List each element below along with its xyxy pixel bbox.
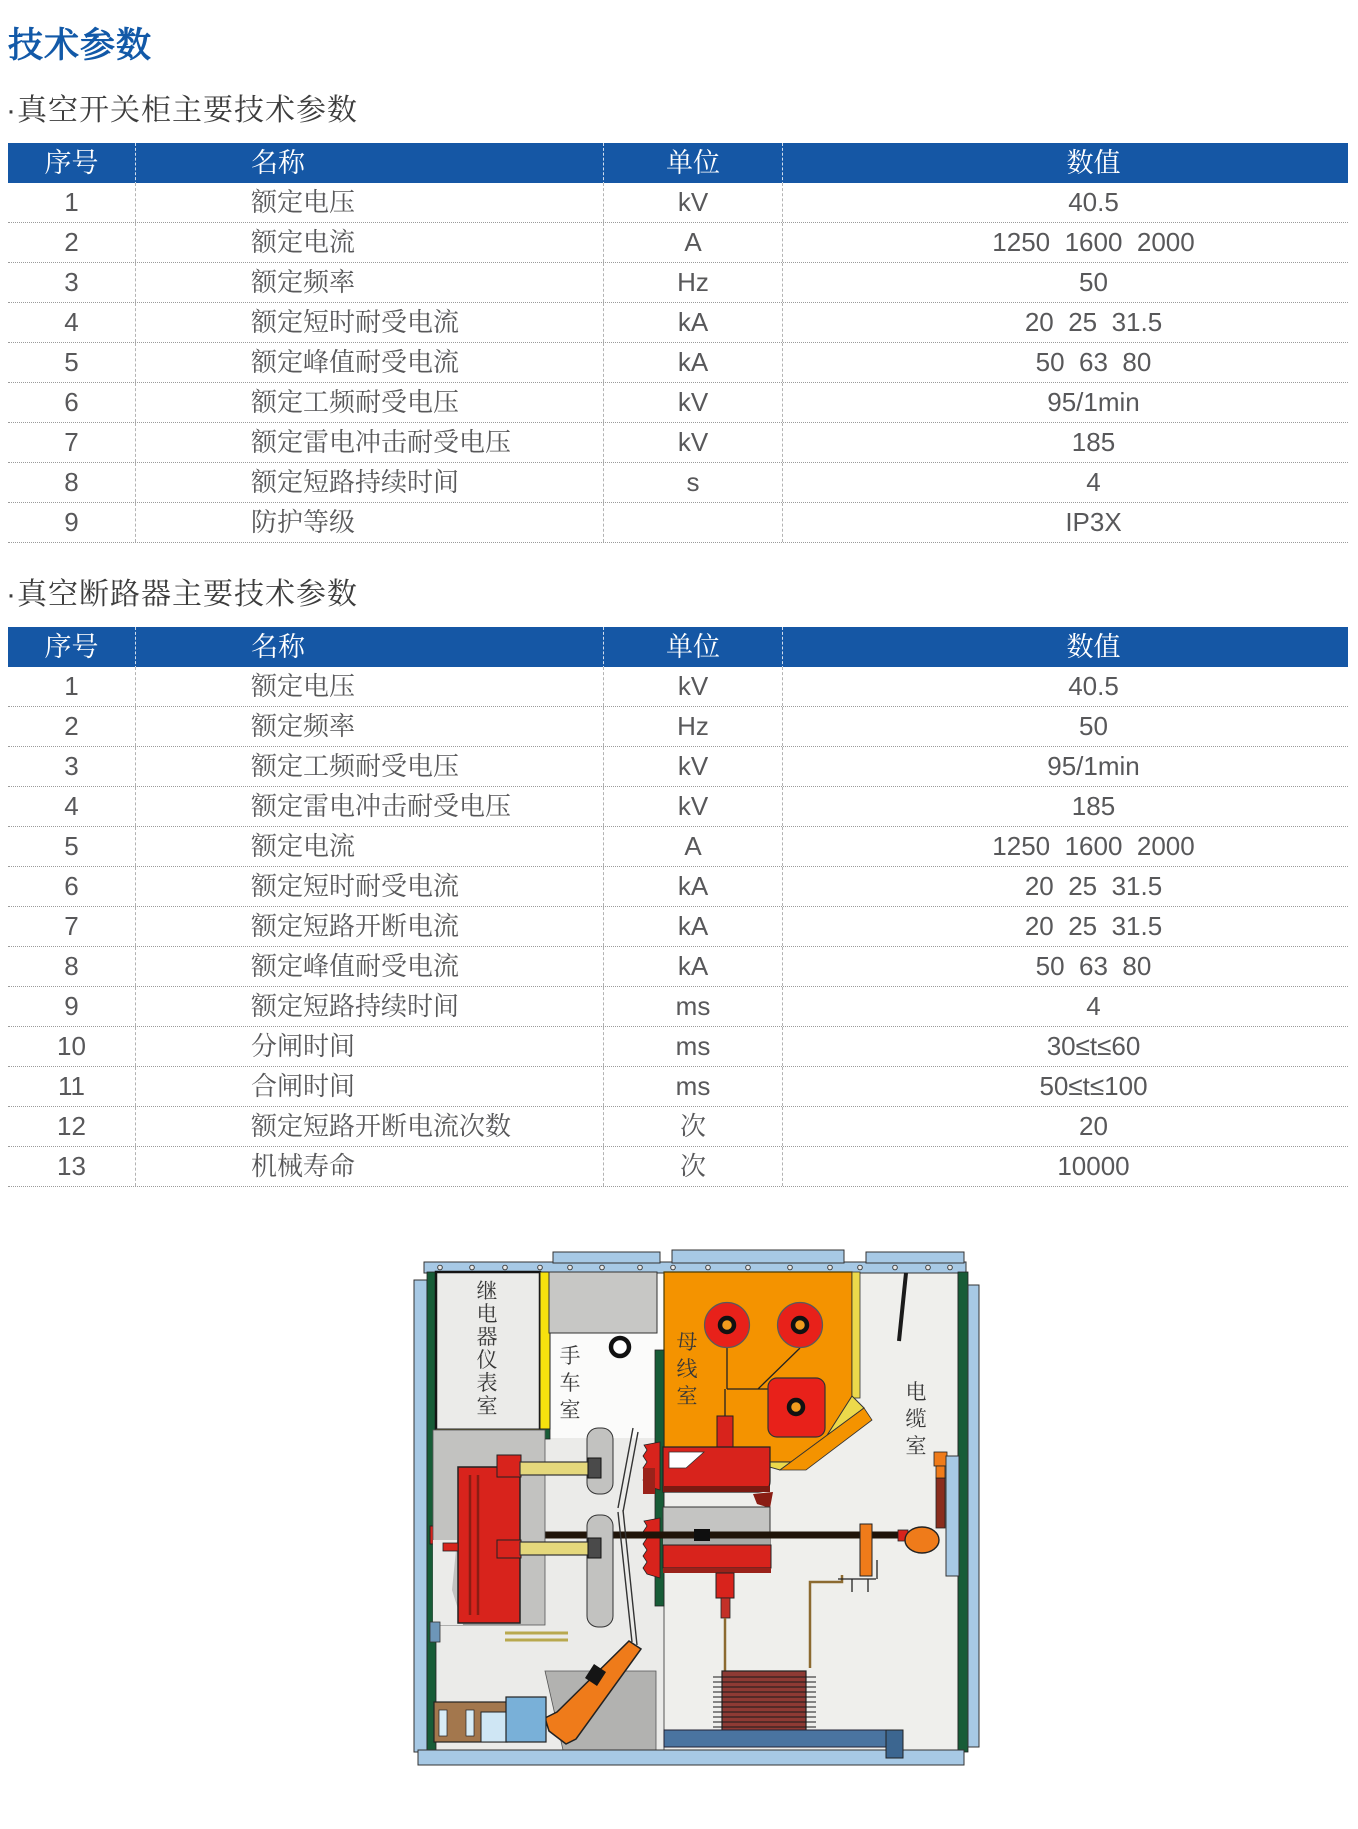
name-cell: 额定雷电冲击耐受电压 <box>135 787 603 826</box>
row-index-cell: 13 <box>57 1151 86 1181</box>
right-side-panel <box>968 1285 979 1747</box>
row-index-cell: 4 <box>64 791 79 821</box>
unit-cell: s <box>603 463 782 502</box>
row-index-cell: 6 <box>64 387 79 417</box>
table-header-row <box>8 143 1348 183</box>
name-cell: 额定雷电冲击耐受电压 <box>135 423 603 462</box>
row-index-cell: 7 <box>64 427 79 457</box>
row-index-cell: 2 <box>64 711 79 741</box>
table-row <box>8 1027 1348 1067</box>
section1-subtitle: ·真空开关柜主要技术参数 <box>6 94 358 127</box>
table-row <box>8 423 1348 463</box>
row-index-cell: 7 <box>64 911 79 941</box>
column-header: 序号 <box>8 627 135 669</box>
column-header: 名称 <box>135 627 603 669</box>
row-index-cell: 12 <box>57 1111 86 1141</box>
name-cell: 额定电流 <box>135 223 603 262</box>
handcart-ring <box>611 1338 629 1356</box>
unit-cell: 次 <box>603 1147 782 1186</box>
row-index-cell: 3 <box>64 751 79 781</box>
switchgear-parameters-table <box>8 143 1348 543</box>
table-header-row <box>8 627 1348 667</box>
unit-cell: ms <box>603 1027 782 1066</box>
insulator-rod-bottom <box>520 1542 590 1555</box>
unit-cell: kV <box>603 787 782 826</box>
unit-cell: kV <box>603 423 782 462</box>
row-index-cell: 4 <box>64 307 79 337</box>
column-header: 数值 <box>782 627 1348 669</box>
table-row <box>8 463 1348 503</box>
name-cell: 防护等级 <box>135 503 603 542</box>
name-cell: 机械寿命 <box>135 1147 603 1186</box>
value-cell: 40.5 <box>782 667 1348 706</box>
cable-room-rail-step <box>886 1730 903 1758</box>
column-header: 数值 <box>782 143 1348 185</box>
name-cell: 额定峰值耐受电流 <box>135 947 603 986</box>
breaker-parameters-table <box>8 627 1348 1187</box>
unit-cell: Hz <box>603 707 782 746</box>
row-index-cell: 11 <box>58 1071 85 1101</box>
name-cell: 额定短时耐受电流 <box>135 303 603 342</box>
name-cell: 额定短路开断电流次数 <box>135 1107 603 1146</box>
value-cell: 1250 1600 2000 <box>782 223 1348 262</box>
row-index-cell: 2 <box>64 227 79 257</box>
handcart-top-block <box>549 1272 657 1333</box>
value-cell: 95/1min <box>782 383 1348 422</box>
name-cell: 额定电压 <box>135 667 603 706</box>
column-header: 序号 <box>8 143 135 185</box>
relay-instrument-room-label: 继电器仪表室 <box>476 1280 498 1418</box>
unit-cell <box>603 503 782 542</box>
value-cell: 50≤t≤100 <box>782 1067 1348 1106</box>
unit-cell: kA <box>603 947 782 986</box>
unit-cell: kV <box>603 747 782 786</box>
table-row <box>8 867 1348 907</box>
name-cell: 额定电流 <box>135 827 603 866</box>
unit-cell: kA <box>603 867 782 906</box>
value-cell: 20 25 31.5 <box>782 907 1348 946</box>
row-index-cell: 6 <box>64 871 79 901</box>
row-index-cell: 9 <box>64 507 79 537</box>
table-row <box>8 383 1348 423</box>
unit-cell: kV <box>603 667 782 706</box>
name-cell: 额定频率 <box>135 707 603 746</box>
value-cell: 4 <box>782 463 1348 502</box>
name-cell: 额定电压 <box>135 183 603 222</box>
column-header: 名称 <box>135 143 603 185</box>
value-cell: 50 <box>782 707 1348 746</box>
value-cell: IP3X <box>782 503 1348 542</box>
table-row <box>8 987 1348 1027</box>
value-cell: 40.5 <box>782 183 1348 222</box>
name-cell: 额定短路开断电流 <box>135 907 603 946</box>
row-index-cell: 3 <box>64 267 79 297</box>
handcart-room-label: 手车室 <box>559 1345 581 1422</box>
value-cell: 20 <box>782 1107 1348 1146</box>
row-index-cell: 8 <box>64 951 79 981</box>
table-row <box>8 707 1348 747</box>
unit-cell: kA <box>603 303 782 342</box>
row-index-cell: 9 <box>64 991 79 1021</box>
unit-cell: ms <box>603 987 782 1026</box>
unit-cell: 次 <box>603 1107 782 1146</box>
row-index-cell: 5 <box>64 347 79 377</box>
cable-room-panel <box>946 1456 959 1576</box>
value-cell: 50 63 80 <box>782 343 1348 382</box>
name-cell: 分闸时间 <box>135 1027 603 1066</box>
mechanism-box-blue <box>506 1697 546 1742</box>
table-row <box>8 747 1348 787</box>
name-cell: 额定短时耐受电流 <box>135 867 603 906</box>
table-row <box>8 907 1348 947</box>
name-cell: 额定工频耐受电压 <box>135 747 603 786</box>
unit-cell: A <box>603 827 782 866</box>
name-cell: 合闸时间 <box>135 1067 603 1106</box>
value-cell: 10000 <box>782 1147 1348 1186</box>
table-row <box>8 1147 1348 1187</box>
table-row <box>8 1067 1348 1107</box>
name-cell: 额定频率 <box>135 263 603 302</box>
unit-cell: Hz <box>603 263 782 302</box>
table-row <box>8 787 1348 827</box>
value-cell: 4 <box>782 987 1348 1026</box>
value-cell: 20 25 31.5 <box>782 867 1348 906</box>
row-index-cell: 5 <box>64 831 79 861</box>
table-row <box>8 263 1348 303</box>
table-row <box>8 343 1348 383</box>
value-cell: 95/1min <box>782 747 1348 786</box>
insulator-rod-top <box>520 1462 590 1475</box>
name-cell: 额定短路持续时间 <box>135 463 603 502</box>
column-header: 单位 <box>603 143 782 185</box>
name-cell: 额定工频耐受电压 <box>135 383 603 422</box>
unit-cell: kV <box>603 383 782 422</box>
cable-room-rail <box>664 1730 886 1747</box>
value-cell: 185 <box>782 423 1348 462</box>
value-cell: 20 25 31.5 <box>782 303 1348 342</box>
value-cell: 50 <box>782 263 1348 302</box>
row-index-cell: 8 <box>64 467 79 497</box>
floor-panel <box>418 1750 964 1765</box>
column-header: 单位 <box>603 627 782 669</box>
name-cell: 额定峰值耐受电流 <box>135 343 603 382</box>
unit-cell: kA <box>603 343 782 382</box>
busbar-room-label: 母线室 <box>676 1331 698 1408</box>
page-title: 技术参数 <box>8 26 153 65</box>
table-row <box>8 1107 1348 1147</box>
row-index-cell: 1 <box>64 671 79 701</box>
mechanism-box-pale <box>481 1712 506 1742</box>
left-side-panel <box>414 1280 427 1752</box>
row-index-cell: 10 <box>57 1031 86 1061</box>
table-row <box>8 223 1348 263</box>
table-row <box>8 667 1348 707</box>
table-row <box>8 183 1348 223</box>
value-cell: 1250 1600 2000 <box>782 827 1348 866</box>
cable-bushing <box>905 1527 939 1553</box>
switchgear-cutaway-diagram <box>410 1248 982 1770</box>
row-index-cell: 1 <box>64 187 79 217</box>
table-row <box>8 503 1348 543</box>
value-cell: 185 <box>782 787 1348 826</box>
section2-subtitle: ·真空断路器主要技术参数 <box>6 578 358 611</box>
unit-cell: kA <box>603 907 782 946</box>
value-cell: 50 63 80 <box>782 947 1348 986</box>
cable-room-label: 电缆室 <box>905 1381 927 1458</box>
unit-cell: kV <box>603 183 782 222</box>
unit-cell: ms <box>603 1067 782 1106</box>
value-cell: 30≤t≤60 <box>782 1027 1348 1066</box>
name-cell: 额定短路持续时间 <box>135 987 603 1026</box>
guide-rail-bottom <box>587 1515 613 1627</box>
table-row <box>8 827 1348 867</box>
unit-cell: A <box>603 223 782 262</box>
table-row <box>8 303 1348 343</box>
table-row <box>8 947 1348 987</box>
